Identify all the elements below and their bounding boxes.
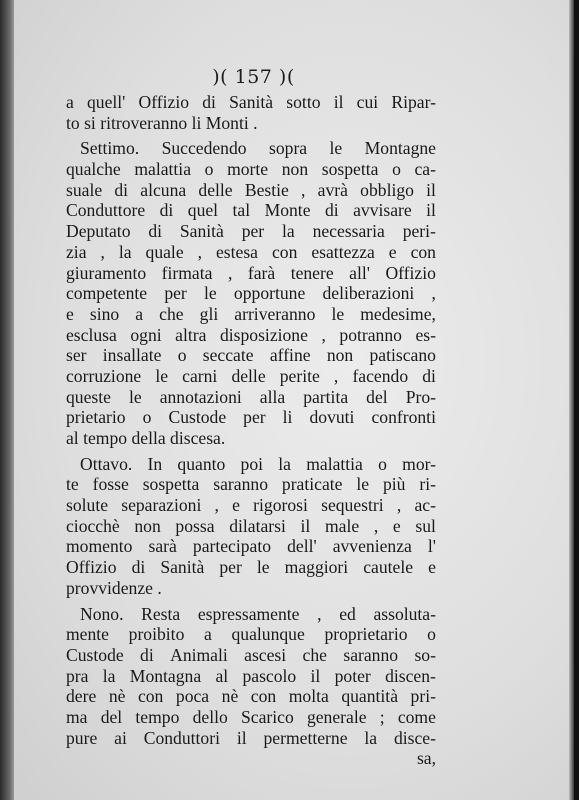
text-line [66,92,436,113]
word: partecipato [192,536,272,557]
word: ca- [414,159,436,180]
word: sequestri [321,495,384,516]
word: prietario [66,407,126,428]
word: , [301,179,306,200]
word: separazioni [121,495,202,516]
word: per [219,557,242,578]
word: dere [66,686,97,707]
word: Montagne [364,138,436,159]
word: quell' [87,92,126,112]
word: o [142,407,152,428]
text-line: al tempo della discesa. [66,428,226,448]
word: il [426,200,436,221]
word: delle [198,179,233,200]
text-line [66,666,436,687]
word: patiscano [369,345,436,366]
word: del [100,706,123,727]
word: Conduttori [143,727,220,748]
text-line [66,454,436,475]
word: Ottavo. [80,453,133,474]
word: non [134,515,161,536]
word: pri- [410,686,436,707]
word: ma [66,706,88,727]
word: confronti [371,407,436,428]
text-line [66,624,436,645]
word: Sanità [179,221,224,242]
word: Monte [264,200,311,221]
word: proprietario [324,624,408,645]
word: te [66,474,79,495]
word: le [256,557,270,578]
word: a [66,92,74,112]
word: la [102,665,116,686]
text-line [66,474,436,495]
word: ser [66,345,87,366]
word: opportune [233,283,306,304]
word: dell' [287,536,317,557]
word: es- [415,324,436,345]
word: le [356,474,370,495]
word: pure [66,727,98,748]
word: mor- [402,453,436,474]
word: estesa [215,241,258,262]
word: qualche [66,159,121,180]
word: potranno [339,324,402,345]
word: generale [306,706,367,727]
word: Animali [170,644,228,665]
word: del [366,386,388,407]
word: saranno [213,474,268,495]
word: suale [66,179,103,200]
word: necessaria [312,221,385,242]
word: momento [66,536,133,557]
text-line [66,242,436,263]
word: di [148,221,163,242]
word: qualunque [231,624,305,645]
word: il [333,92,344,112]
word: dilatarsi [229,515,286,536]
word: , [373,515,379,536]
text-line [66,686,436,707]
word: di [202,92,216,112]
word: In [147,453,163,474]
word: obbligo [360,179,414,200]
word: nè [108,686,126,707]
word: Bestie [244,179,289,200]
word: sarà [148,536,177,557]
word: e [66,303,74,324]
text-line [66,536,436,557]
word: quantità [341,686,399,707]
word: ogni [130,324,162,345]
word: dello [192,706,228,727]
word: che [302,644,327,665]
word: a [135,303,144,324]
word: Offizio [66,557,117,578]
word: tempo [135,706,180,727]
word: , [321,324,326,345]
word: , [317,603,322,624]
scan-border [0,0,14,800]
word: l' [427,536,436,557]
word: farà [247,262,276,283]
word: malattia [306,453,363,474]
word: disposizione [219,324,308,345]
word: proibito [128,624,185,645]
text-line [66,604,436,625]
word: di [324,200,339,221]
word: ; [379,706,385,727]
word: tal [232,200,251,221]
text-line: to si ritroveranno li Monti . [66,112,258,133]
word: Ripar- [391,92,436,112]
word: giuramento [66,262,147,283]
word: avvenienza [332,536,412,557]
word: e [392,515,401,536]
word: per [241,221,265,242]
word: sospetta [142,474,200,495]
word: seccate [202,345,254,366]
text-line [66,138,436,159]
body-text [66,92,436,769]
word: per [164,283,187,304]
book-page [14,0,574,800]
word: la [118,241,132,262]
word: Scarico [240,706,294,727]
word: Offizio [385,262,436,283]
word: non [281,159,309,180]
word: queste [66,386,111,407]
word: firmata [161,262,213,283]
word: Custode [168,407,227,428]
word: con [250,686,277,707]
word: gli [199,303,219,324]
word: , [214,495,219,516]
word: le [331,303,345,324]
word: Resta [141,603,181,624]
word: poi [240,453,264,474]
word: ascesi [244,644,287,665]
text-line [66,516,436,537]
text-line [66,345,436,366]
word: il [310,665,321,686]
word: nè [221,686,239,707]
word: , [100,241,105,262]
word: cautele [363,557,414,578]
word: Montagna [129,665,202,686]
word: di [159,200,174,221]
text-line [66,159,436,180]
word: peri- [402,221,436,242]
word: , [197,241,203,262]
word: , [396,495,402,516]
word: cui [356,92,379,112]
word: pascolo [242,665,297,686]
word: o [204,159,214,180]
word: competente [66,283,148,304]
word: di [422,365,436,386]
word: alcuna [140,179,187,200]
word: rigorosi [253,495,308,516]
word: espressamente [197,603,300,624]
word: con [137,686,164,707]
word: , [431,283,436,304]
text-line [66,387,436,408]
text-line [66,707,436,728]
word: discen- [385,665,436,686]
word: praticate [281,474,343,495]
word: arriveranno [234,303,316,324]
word: , [333,365,339,386]
word: sul [415,515,436,536]
word: la [278,453,291,474]
word: li [282,407,293,428]
word: non [326,345,354,366]
word: Deputato [66,221,131,242]
word: so- [414,644,436,665]
word: deliberazioni [322,283,415,304]
word: quale [145,241,184,262]
word: ri- [419,474,436,495]
word: fosse [92,474,129,495]
word: Nono. [80,603,124,624]
word: e [232,495,240,516]
word: di [131,557,146,578]
word: Offizio [138,92,190,112]
word: e [428,557,436,578]
word: più [382,474,406,495]
word: dovuti [309,407,355,428]
text-line [66,728,436,749]
text-line [66,325,436,346]
word: al [215,665,229,686]
word: ai [114,727,127,748]
word: o [392,159,401,180]
word: male [324,515,360,536]
word: mente [66,624,109,645]
word: sino [89,303,120,324]
word: solute [66,495,109,516]
word: molta [288,686,329,707]
word: che [159,303,184,324]
word: la [282,221,295,242]
text-line [66,407,436,428]
word: per [243,407,266,428]
text-line [66,263,436,284]
word: la [364,727,378,748]
word: di [140,644,154,665]
word: a [204,624,212,645]
word: affine [269,345,311,366]
word: alla [259,386,286,407]
word: Custode [66,644,124,665]
text-line [66,200,436,221]
word: o [427,624,436,645]
text-line [66,366,436,387]
word: saranno [343,644,399,665]
word: le [128,386,142,407]
word: le [329,138,343,159]
word: il [426,179,436,200]
word: avvisare [353,200,412,221]
word: esattezza [311,241,375,262]
word: Succedendo [161,138,247,159]
word: ac- [414,495,436,516]
page-number-header: )( 157 )( [212,66,295,88]
word: malattia [134,159,192,180]
word: di [114,179,129,200]
word: , [227,262,233,283]
word: con [271,241,298,262]
word: medesime, [360,303,436,324]
word: poter [334,665,371,686]
word: o [378,453,387,474]
word: maggiori [284,557,349,578]
word: facendo [352,365,409,386]
word: le [204,283,217,304]
word: quel [187,200,219,221]
word: ed [339,603,356,624]
word: pra [66,665,89,686]
word: assoluta- [373,603,436,624]
text-line: sa, [416,748,436,769]
word: Sanità [160,557,205,578]
text-line [66,645,436,666]
word: annotazioni [159,386,242,407]
word: come [397,706,436,727]
word: poca [175,686,210,707]
word: ciocchè [66,515,120,536]
word: possa [175,515,215,536]
word: disce- [393,727,436,748]
text-line [66,557,436,578]
word: con [410,241,436,262]
word: morte [227,159,269,180]
word: sospetta [321,159,379,180]
word: all' [349,262,370,283]
word: Sanità [229,92,274,112]
word: sotto [286,92,321,112]
page-gutter [569,0,574,800]
word: tenere [290,262,334,283]
text-line [66,495,436,516]
text-line [66,304,436,325]
word: il [300,515,311,536]
text-line [66,283,436,304]
word: Pro- [405,386,436,407]
text-line: provvidenze . [66,577,162,598]
word: carni [182,365,218,386]
word: le [155,365,169,386]
word: esclusa [66,324,117,345]
word: altra [175,324,207,345]
word: zia [66,241,87,262]
word: Conduttore [66,200,146,221]
word: perite [279,365,320,386]
word: il [236,727,247,748]
word: permetterne [263,727,348,748]
text-line [66,180,436,201]
word: avrà [317,179,348,200]
text-line [66,221,436,242]
word: Settimo. [80,138,140,159]
word: delle [231,365,266,386]
word: insallate [102,345,162,366]
word: sopra [269,138,308,159]
word: o [177,345,187,366]
word: quanto [177,453,226,474]
word: e [388,241,397,262]
word: partita [303,386,349,407]
word: corruzione [66,365,142,386]
